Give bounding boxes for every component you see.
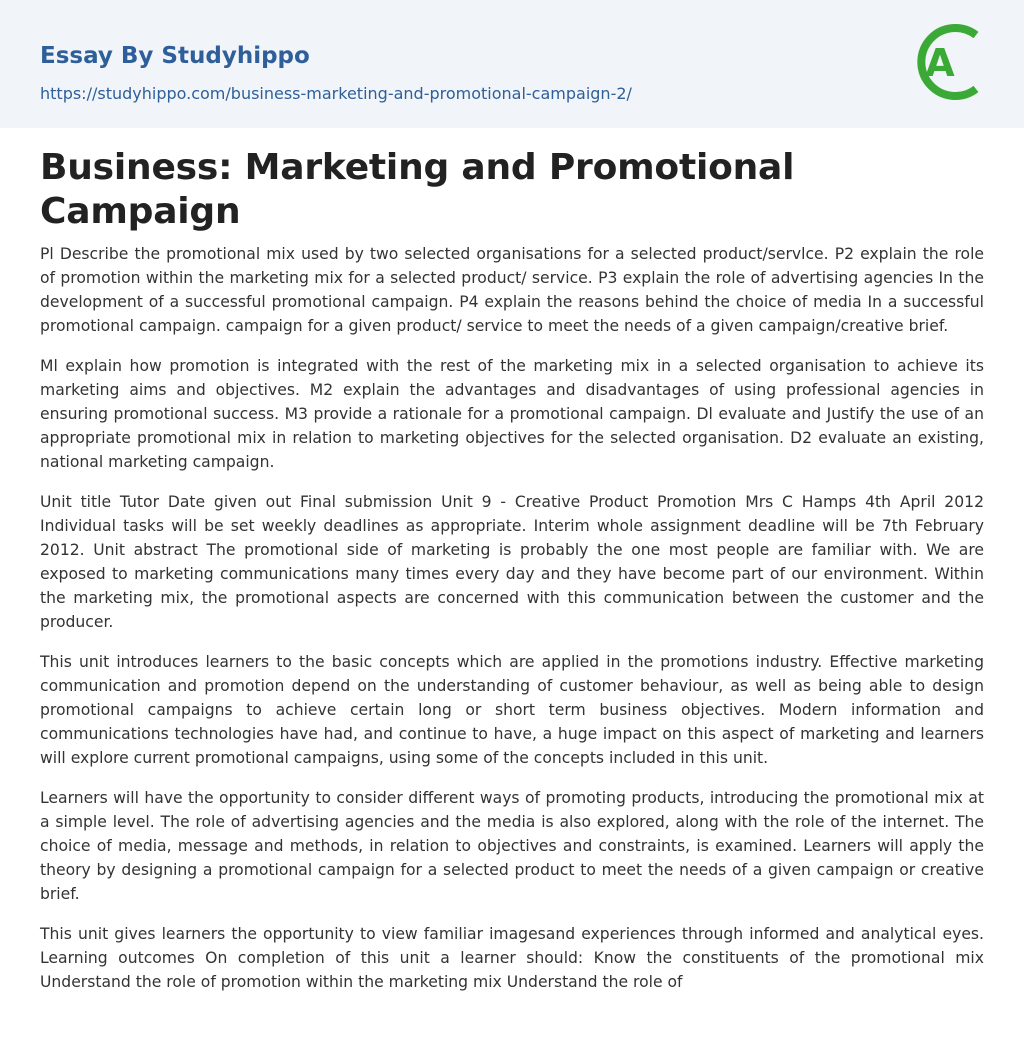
essay-paragraph: This unit gives learners the opportunity to view familiar imagesand experiences through informed and analytical eyes. Learning outcomes On completion of this unit a learner should: Know the constituents of the promotional mix Understand the role of promotion within the marketing mix Understand the role of [40,925,984,991]
essay-paragraph: Unit title Tutor Date given out Final submission Unit 9 - Creative Product Promotion Mrs C Hamps 4th April 2012 Individual tasks will be set weekly deadlines as appropriate. Interim whole assignment deadline will be 7th February 2012. Unit abstract The promotional side of marketing is probably the one most people are familiar with. We are exposed to marketing communications many times every day and they have become part of our environment. Within the marketing mix, the promotional aspects are concerned with this communication between the customer and the producer. [40,493,984,631]
essay-paragraph: Pl Describe the promotional mix used by two selected organisations for a selected product/servlce. P2 explain the role of promotion within the marketing mix for a selected product/ service. P3 explain the role of advertising agencies In the development of a successful promotional campaign. P4 explain the reasons behind the choice of media In a successful promotional campaign. campaign for a given product/ service to meet the needs of a given campaign/creative brief. [40,245,984,335]
essay-title: Business: Marketing and Promotional Campaign [40,147,795,232]
logo-letter: A [925,41,955,85]
site-header [0,0,1024,128]
studyhippo-logo-icon[interactable] [912,19,986,105]
essay-content [40,128,984,1010]
source-url-link[interactable]: https://studyhippo.com/business-marketing-and-promotional-campaign-2/ [40,84,632,103]
essay-paragraph: Learners will have the opportunity to consider different ways of promoting products, introducing the promotional mix at a simple level. The role of advertising agencies and the media is also explored, along with the role of the internet. The choice of media, message and methods, in relation to objectives and constraints, is examined. Learners will apply the theory by designing a promotional campaign for a selected product to meet the needs of a given campaign or creative brief. [40,789,984,903]
essay-paragraph: Ml explain how promotion is integrated with the rest of the marketing mix in a selected organisation to achieve its marketing aims and objectives. M2 explain the advantages and disadvantages of using professional agencies in ensuring promotional success. M3 provide a rationale for a promotional campaign. Dl evaluate and Justify the use of an appropriate promotional mix in relation to marketing objectives for the selected organisation. D2 evaluate an existing, national marketing campaign. [40,357,984,471]
site-brand[interactable]: Essay By Studyhippo [40,43,310,69]
essay-paragraph: This unit introduces learners to the basic concepts which are applied in the promotions industry. Effective marketing communication and promotion depend on the understanding of customer behaviour, as well as being able to design promotional campaigns to achieve certain long or short term business objectives. Modern information and communications technologies have had, and continue to have, a huge impact on this aspect of marketing and learners will explore current promotional campaigns, using some of the concepts included in this unit. [40,653,984,767]
